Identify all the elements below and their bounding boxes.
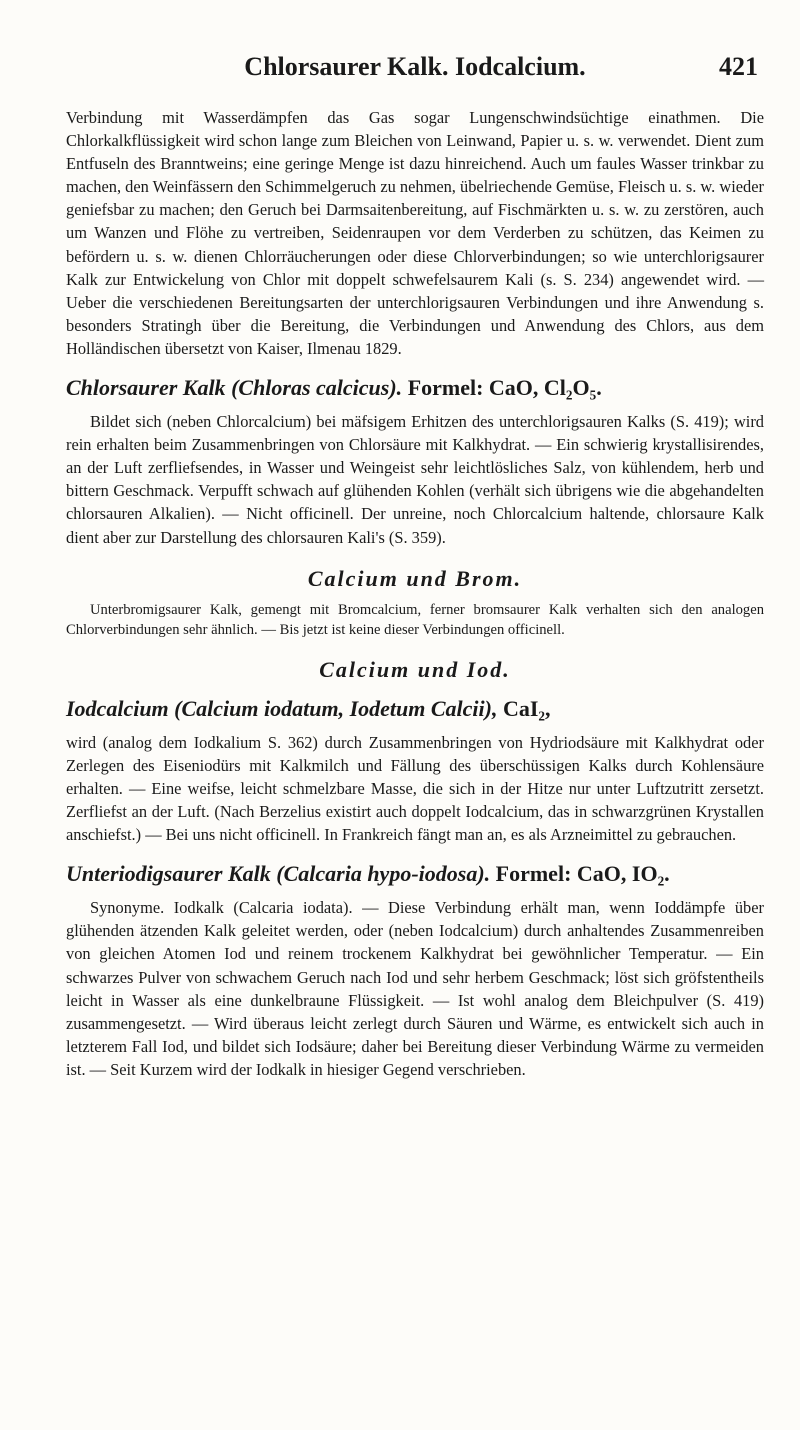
section-heading-unteriodigsaurer-kalk [66,860,764,888]
heading-formula: CaI₂, [502,695,551,721]
paragraph-bleaching: Verbindung mit Wasserdämpfen das Gas sogar Lungenschwindsüchtige einathmen. Die Chlorkalkflüssigkeit wird schon lange zum Bleichen von Leinwand, Papier u. s. w. verwendet. Dient zum Entfuseln des Branntweins; eine geringe Menge ist dazu hinreichend. Auch um faules Wasser trinkbar zu machen, den Weinfässern den Schimmelgeruch zu nehmen, übelriechende Gemüse, Fleisch u. s. w. wieder geniefsbar zu machen; den Geruch bei Darmsaitenbereitung, auf Fischmärkten u. s. w. zu zerstören, auch um Wanzen und Flöhe zu vertreiben, Seidenraupen vor dem Verderben zu schützen, das Keimen zu befördern u. s. w. dienen Chlorräucherungen oder diese Chlorverbindungen; so wie unterchlorigsaurer Kalk zur Entwickelung von Chlor mit doppelt schwefelsaurem Kali (s. S. 234) angewendet wird. — Ueber die verschiedenen Bereitungsarten der unterchlorigsauren Verbindungen und ihre Anwendung s. besonders Stratingh über die Bereitung, die Verbindungen und Anwendung des Chlors, aus dem Holländischen übersetzt von Kaiser, Ilmenau 1829. [66,108,764,358]
section-heading-calcium-brom: Calcium und Brom. [307,565,523,591]
heading-latin: (Calcaria hypo-iodosa). [276,861,491,887]
heading-name: Iodcalcium [66,695,169,721]
heading-latin: (Chloras calcicus). [231,375,403,401]
heading-name: Chlorsaurer Kalk [66,375,226,401]
paragraph-chlorsaurer-kalk: Bildet sich (neben Chlorcalcium) bei mäfsigem Erhitzen des unterchlorigsauren Kalks (S. 419); wird rein erhalten beim Zusammenbringen von Chlorsäure mit Kalkhydrat. — Ein schwierig krystallisirendes, an der Luft zerfliefsendes, in Wasser und Weingeist sehr leichtlösliches Salz, von kühlendem, herb und bittern Geschmack. Verpufft schwach auf glühenden Kohlen (verhält sich übrigens wie die abgehandelten chlorsauren Alkalien). — Nicht officinell. Der unreine, noch Chlorcalcium haltende, chlorsaure Kalk dient aber zur Darstellung des chlorsauren Kali's (S. 359). [66,412,764,547]
running-title: Chlorsaurer Kalk. Iodcalcium. [244,52,586,81]
paragraph-brom: Unterbromigsaurer Kalk, gemengt mit Bromcalcium, ferner bromsaurer Kalk verhalten sich den analogen Chlorverbindungen sehr ähnlich. — Bis jetzt ist keine dieser Verbindungen officinell. [66,601,764,638]
heading-formula: Formel: CaO, IO₂. [495,861,670,887]
heading-formula: Formel: CaO, Cl₂O₅. [407,375,602,401]
section-heading-calcium-iod: Calcium und Iod. [319,656,511,682]
paragraph-iodkalk: Synonyme. Iodkalk (Calcaria iodata). — Diese Verbindung erhält man, wenn Ioddämpfe über glühenden ätzenden Kalk geleitet werden, oder (neben Iodcalcium) durch anhaltendes Zusammenreiben von gleichen Atomen Iod und reinem trockenem Kalkhydrat bei gewöhnlicher Temperatur. — Ein schwarzes Pulver von schwachem Geruch nach Iod und sehr herbem Geschmack; löst sich gröfstentheils leicht in Wasser als eine dunkelbraune Flüssigkeit. — Ist wohl analog dem Bleichpulver (S. 419) zusammengesetzt. — Wird überaus leicht zerlegt durch Säuren und Wärme, es entwickelt sich auch in letzterem Fall Iod, und bildet sich Iodsäure; daher bei Bereitung dieser Verbindung Wärme zu vermeiden ist. — Seit Kurzem wird der Iodkalk in hiesiger Gegend verschrieben. [66,898,764,1079]
page-body [66,106,764,1081]
heading-name: Unteriodigsaurer Kalk [66,861,271,887]
section-heading-chlorsaurer-kalk [66,374,764,402]
paragraph-iodcalcium: wird (analog dem Iodkalium S. 362) durch Zusammenbringen von Hydriodsäure mit Kalkhydrat oder Zerlegen des Eiseniodürs mit Kalkmilch und Fällung des überschüssigen Kalks durch Kohlensäure erhalten. — Eine weifse, leicht schmelzbare Masse, die sich in der Hitze nur unter Luftzutritt zersetzt. Zerfliefst an der Luft. (Nach Berzelius existirt auch doppelt Iodcalcium, das in schwarzgrünen Krystallen anschiefst.) — Bei uns nicht officinell. In Frankreich fängt man an, es als Arzneimittel zu gebrauchen. [66,732,764,845]
page-number: 421 [719,52,758,81]
section-heading-iodcalcium [66,695,764,723]
running-head [66,50,764,84]
heading-latin: (Calcium iodatum, Iodetum Calcii), [174,695,498,721]
